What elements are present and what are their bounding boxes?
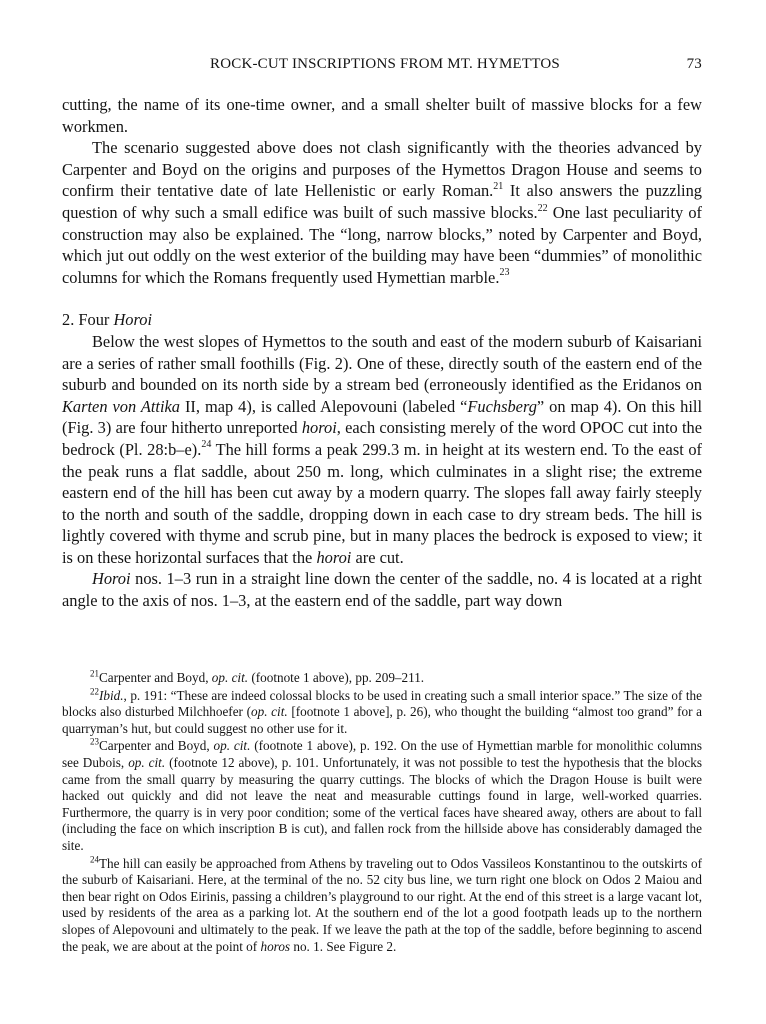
footnote-text: Carpenter and Boyd, (99, 738, 214, 754)
footnote-ref-23[interactable]: 23 (499, 267, 510, 279)
section-title: Horoi (113, 310, 153, 330)
paragraph-horoi-layout (62, 568, 702, 611)
footnote-number: 23 (90, 736, 99, 747)
footnote-number: 22 (90, 686, 99, 697)
italic-text: op. cit. (213, 738, 251, 754)
paragraph-text: II, map 4), is called Alepovouni (labeled “ (180, 396, 468, 416)
paragraph-text: are cut. (351, 547, 404, 567)
italic-text: op. cit. (251, 704, 288, 720)
italic-text: op. cit. (128, 754, 166, 770)
paragraph-hill-description (62, 331, 702, 569)
footnote-text: (footnote 1 above), p. 192. On the use of Hymettian marble for monolithic columns see Dubois, (62, 738, 703, 770)
italic-text: horoi (316, 547, 352, 567)
paragraph-text: ” on map 4). On this hill (Fig. 3) are four hitherto unreported (62, 396, 702, 438)
section-heading (62, 309, 702, 331)
footnote-text: The hill can easily be approached from Athens by traveling out to Odos Vassileos Konstantinou to the outskirts of the suburb of Kaisariani. Here, at the terminal of the no. 52 city bus line, we turn right one block on Odos 2 Maiou and then bear right on Odos Eirinis, passing a children’s playground to our right. At the end of this street is a large vacant lot, used by residents of the area as a parking lot. At the southern end of the lot a good footpath leads up to the northern slopes of Alepovouni and ultimately to the peak. If we leave the path at the top of the saddle, before beginning to ascend the peak, we are about at the point of (62, 855, 702, 954)
paragraph-text: , each consisting merely of the word OPOC cut into the bedrock (Pl. 28:b–e). (62, 418, 702, 459)
paragraph-scenario (62, 137, 702, 288)
body-text (62, 94, 702, 612)
italic-text: horoi (301, 418, 337, 438)
footnote-number: 24 (90, 854, 99, 865)
paragraph-text: The hill forms a peak 299.3 m. in height at its western end. To the east of the peak runs a flat saddle, about 250 m. long, which culminates in a slight rise; the extreme eastern end of the hill has been cut away by a modern quarry. The slopes fall away fairly steeply to the north and south of the saddle, dropping down in each case to dry stream beds. The hill is lightly covered with thyme and scrub pine, but in many places the bedrock is exposed to view; it is on these horizontal surfaces that the (62, 439, 702, 567)
footnote-text: [footnote 1 above], p. 26), who thought the building “almost too grand” for a quarryman’s hut, but could suggest no other use for it. (62, 704, 702, 736)
italic-text: Fuchsberg (467, 396, 537, 416)
page-number: 73 (686, 56, 702, 72)
footnote-21 (62, 670, 702, 687)
paragraph-text: nos. 1–3 run in a straight line down the center of the saddle, no. 4 is located at a right angle to the axis of nos. 1–3, at the eastern end of the saddle, part way down (62, 569, 702, 611)
footnote-text: no. 1. See Figure 2. (290, 938, 397, 954)
running-head-title: ROCK-CUT INSCRIPTIONS FROM MT. HYMETTOS (210, 56, 560, 72)
footnote-text: (footnote 12 above), p. 101. Unfortunately, it was not possible to test the hypothesis that the blocks came from the small quarry by measuring the quarry cuttings. The blocks of which the Dragon House is built were hacked out quickly and did not leave the neat and measurable cuttings found in large, well-worked quarries. Furthermore, the quarry is in very poor condition; some of the vertical faces have sheared away, others are about to fall (including the face on which inscription B is cut), and fallen rock from the hillside above has considerably damaged the site. (62, 754, 702, 853)
italic-text: Karten von Attika (62, 396, 180, 416)
paragraph-text: It also answers the puzzling question of why such a small edifice was built of such massive blocks. (62, 181, 703, 222)
footnote-ref-22[interactable]: 22 (537, 202, 548, 214)
paragraph-continued (62, 94, 702, 137)
paragraph-text: The scenario suggested above does not clash significantly with the theories advanced by Carpenter and Boyd on the origins and purposes of the Hymettos Dragon House and seems to confirm their tentative date of late Hellenistic or early Roman. (62, 138, 702, 201)
footnote-ref-21[interactable]: 21 (493, 180, 504, 192)
italic-text: horos (260, 938, 291, 954)
paragraph-text: cutting, the name of its one-time owner, and a small shelter built of massive blocks for a few workmen. (62, 95, 702, 136)
footnote-22 (62, 688, 702, 738)
italic-text: Ibid. (99, 687, 124, 703)
paragraph-text: Below the west slopes of Hymettos to the south and east of the modern suburb of Kaisariani are a series of rather small foothills (Fig. 2). One of these, directly south of the eastern end of the suburb and bounded on its north side by a stream bed (erroneously identified as the Eridanos on (62, 331, 702, 395)
footnote-text: Carpenter and Boyd, (99, 670, 212, 685)
italic-text: Horoi (92, 569, 131, 589)
footnotes (62, 670, 702, 956)
footnote-text: , p. 191: “These are indeed colossal blocks to be used in creating such a small interior space.” The size of the blocks also disturbed Milchhoefer ( (62, 687, 702, 720)
section-number: 2. Four (62, 310, 114, 330)
footnote-24 (62, 856, 702, 956)
footnote-text: (footnote 1 above), pp. 209–211. (248, 670, 425, 685)
footnote-23 (62, 738, 702, 854)
footnote-number: 21 (90, 668, 99, 679)
italic-text: op. cit. (211, 670, 249, 685)
paragraph-text: One last peculiarity of construction may also be explained. The “long, narrow blocks,” noted by Carpenter and Boyd, which jut out oddly on the west exterior of the building may have been “dummies” of monolithic columns for which the Romans frequently used Hymettian marble. (62, 202, 703, 287)
footnote-ref-24[interactable]: 24 (201, 439, 212, 451)
